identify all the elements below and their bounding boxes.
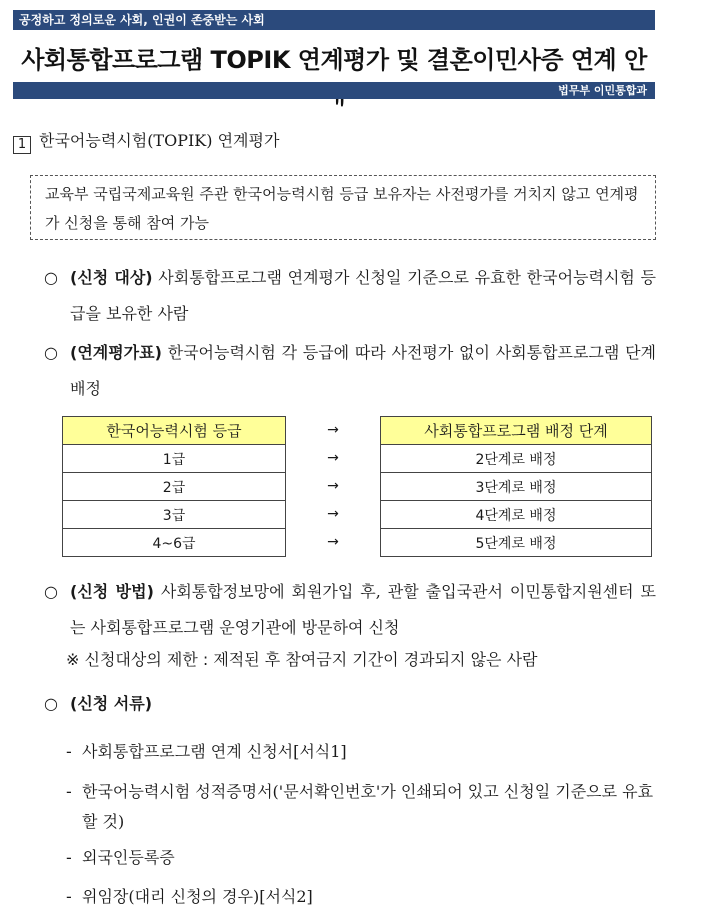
bullet-text: 한국어능력시험 각 등급에 따라 사전평가 없이 사회통합프로그램 단계 배정 [70,343,656,398]
stage-cell: 2단계로 배정 [381,445,652,473]
document-text: 한국어능력시험 성적증명서('문서확인번호'가 인쇄되어 있고 신청일 기준으로 유효할 것) [82,782,654,831]
stage-cell: 3단계로 배정 [381,473,652,501]
section-title: 한국어능력시험(TOPIK) 연계평가 [39,131,280,150]
bullet-text: 사회통합프로그램 연계평가 신청일 기준으로 유효한 한국어능력시험 등급을 보유한 사람 [70,268,656,323]
notice-box [30,175,656,240]
grade-cell: 2급 [63,473,286,501]
circle-bullet-icon: ○ [44,268,58,287]
bullet-label: (연계평가표) [70,343,162,362]
bullet-eligibility [44,260,656,332]
bullet-application-method [44,574,656,646]
document-text: 위임장(대리 신청의 경우)[서식2] [82,887,313,906]
tagline: 공정하고 정의로운 사회, 인권이 존중받는 사회 [19,13,265,27]
bullet-mapping [44,335,656,407]
notice-text: 교육부 국립국제교육원 주관 한국어능력시험 등급 보유자는 사전평가를 거치지 않고 연계평가 신청을 통해 참여 가능 [45,185,639,232]
arrow-icon: → [327,506,339,522]
document-item [66,777,656,837]
stage-cell: 4단계로 배정 [381,501,652,529]
bullet-label: (신청 대상) [70,268,153,287]
document-item [66,882,656,912]
topik-grade-table [62,416,286,557]
bullet-documents [44,686,656,722]
circle-bullet-icon: ○ [44,343,58,362]
arrow-icon: → [327,478,339,494]
restriction-note: ※ 신청대상의 제한 : 제적된 후 참여금지 기간이 경과되지 않은 사람 [66,650,538,669]
bullet-label: (신청 방법) [70,582,154,601]
program-stage-table [380,416,652,557]
circle-bullet-icon: ○ [44,582,58,601]
grade-header: 한국어능력시험 등급 [63,417,286,445]
section-number: 1 [13,136,31,154]
bullet-label: (신청 서류) [70,694,153,713]
department-label: 법무부 이민통합과 [558,84,647,97]
arrow-icon: → [327,450,339,466]
grade-cell: 4~6급 [63,529,286,557]
dash-bullet-icon: - [66,782,72,801]
dash-bullet-icon: - [66,742,72,761]
document-item [66,843,656,873]
bullet-text: 사회통합정보망에 회원가입 후, 관할 출입국관서 이민통합지원센터 또는 사회통합프로그램 운영기관에 방문하여 신청 [70,582,656,637]
dash-bullet-icon: - [66,848,72,867]
tagline-bar [13,10,655,30]
stage-header: 사회통합프로그램 배정 단계 [381,417,652,445]
stage-cell: 5단계로 배정 [381,529,652,557]
arrow-icon: → [327,534,339,550]
dash-bullet-icon: - [66,887,72,906]
arrow-icon: → [327,422,339,438]
section-heading [13,128,279,154]
arrow-column [286,416,380,556]
grade-cell: 3급 [63,501,286,529]
mapping-table [62,416,652,556]
document-item [66,737,656,767]
grade-cell: 1급 [63,445,286,473]
circle-bullet-icon: ○ [44,694,58,713]
department-bar [13,82,655,99]
document-text: 사회통합프로그램 연계 신청서[서식1] [82,742,347,761]
document-title: 사회통합프로그램 TOPIK 연계평가 및 결혼이민사증 연계 안 [21,46,647,74]
document-text: 외국인등록증 [82,848,175,867]
